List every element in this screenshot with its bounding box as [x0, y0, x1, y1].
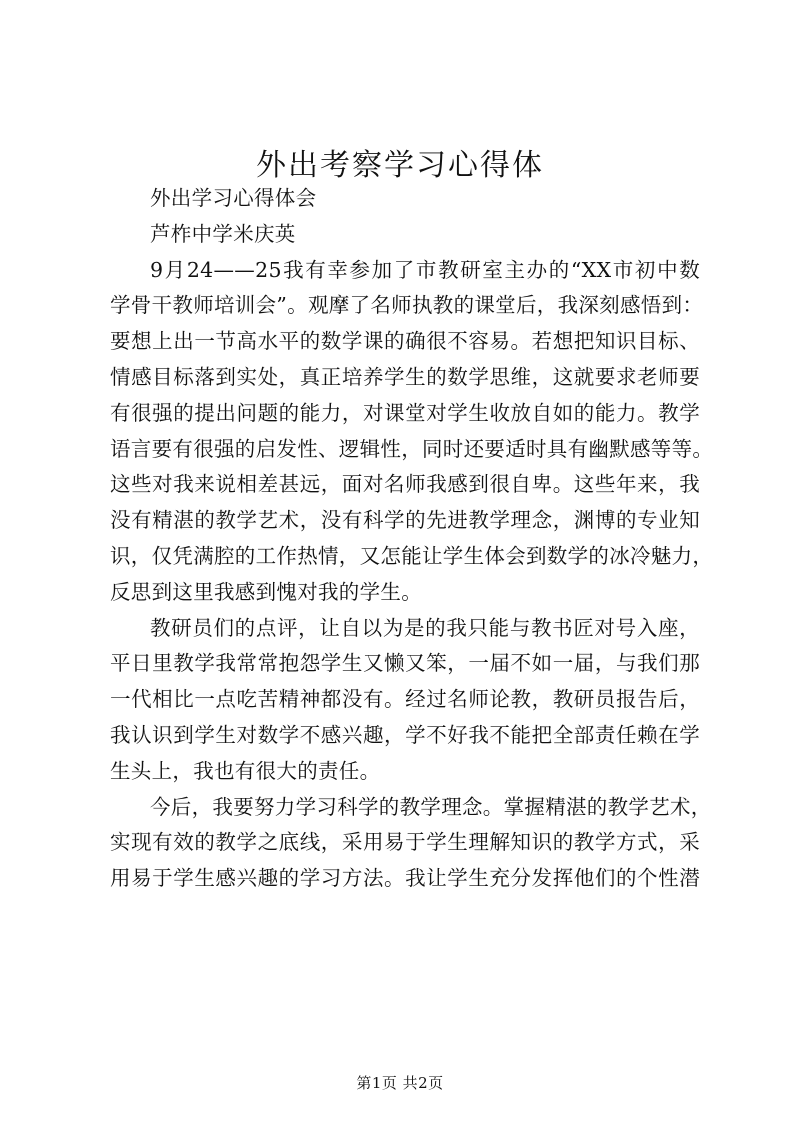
document-body [110, 181, 714, 897]
text-line: 要想上出一节高水平的数学课的确很不容易。若想把知识目标、 [110, 329, 700, 354]
text-line: 反思到这里我感到愧对我的学生。 [110, 579, 422, 604]
text-line: 平日里教学我常常抱怨学生又懒又笨，一届不如一届，与我们那 [110, 651, 700, 676]
text-line: 今后，我要努力学习科学的教学理念。掌握精湛的教学艺术， [150, 794, 712, 819]
text-line: 9月24——25我有幸参加了市教研室主办的“XX市初中数 [150, 257, 700, 282]
page-title: 外出考察学习心得体 [256, 148, 544, 183]
text-line: 我认识到学生对数学不感兴趣，学不好我不能把全部责任赖在学 [110, 722, 700, 747]
page-footer: 第1页 共2页 [356, 1074, 444, 1092]
author-line: 芦柞中学米庆英 [150, 221, 296, 246]
text-line: 语言要有很强的启发性、逻辑性，同时还要适时具有幽默感等等。 [110, 436, 714, 461]
text-line: 识，仅凭满腔的工作热情，又怎能让学生体会到数学的冰冷魅力， [110, 543, 714, 568]
subtitle: 外出学习心得体会 [150, 186, 317, 210]
text-line: 用易于学生感兴趣的学习方法。我让学生充分发挥他们的个性潜 [110, 866, 700, 891]
text-line: 没有精湛的教学艺术，没有科学的先进教学理念，渊博的专业知 [110, 508, 700, 533]
paragraph-3 [110, 790, 712, 897]
text-line: 生头上，我也有很大的责任。 [110, 758, 381, 783]
text-line: 有很强的提出问题的能力，对课堂对学生收放自如的能力。教学 [110, 400, 700, 425]
text-line: 情感目标落到实处，真正培养学生的数学思维，这就要求老师要 [110, 364, 700, 389]
paragraph-2 [110, 611, 700, 790]
text-line: 实现有效的教学之底线，采用易于学生理解知识的教学方式，采 [110, 830, 700, 855]
paragraph-1 [110, 253, 714, 611]
text-line: 教研员们的点评，让自以为是的我只能与教书匠对号入座， [150, 615, 700, 640]
text-line: 学骨干教师培训会”。观摩了名师执教的课堂后，我深刻感悟到： [110, 293, 704, 318]
text-line: 这些对我来说相差甚远，面对名师我感到很自卑。这些年来，我 [110, 472, 700, 497]
text-line: 一代相比一点吃苦精神都没有。经过名师论教，教研员报告后， [110, 687, 700, 712]
